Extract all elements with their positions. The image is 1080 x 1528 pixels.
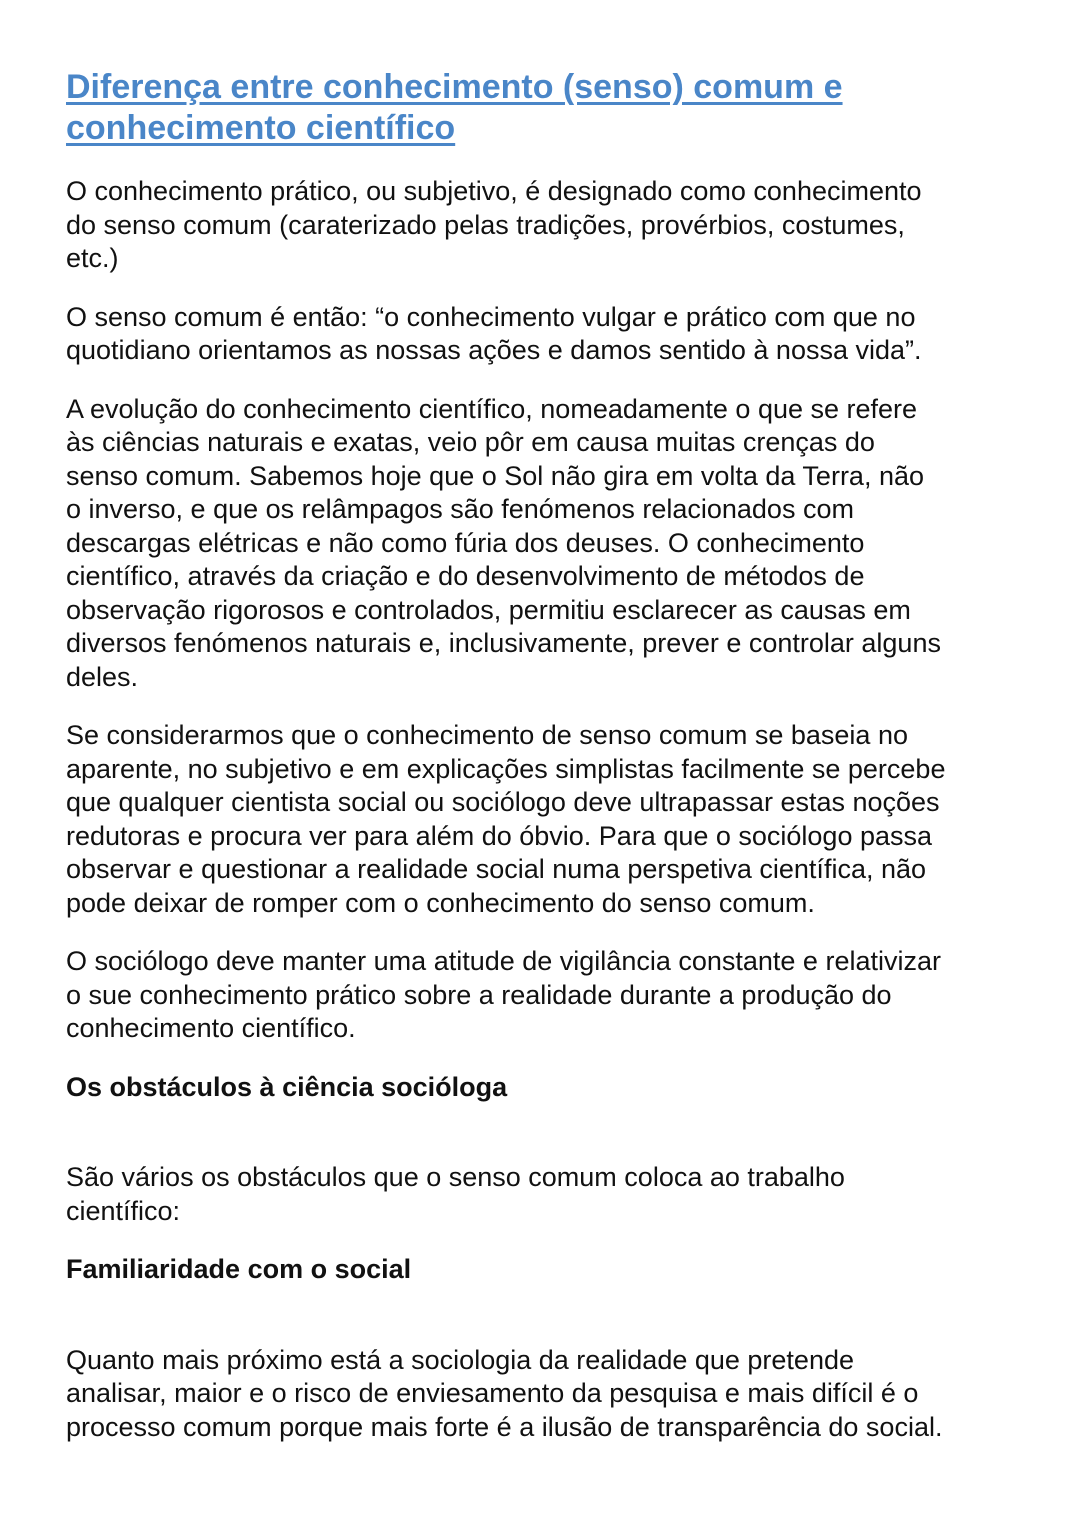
text-line: Os obstáculos à ciência socióloga: [66, 1071, 508, 1102]
text-line: Familiaridade com o social: [66, 1254, 412, 1284]
paragraph: [66, 719, 1080, 920]
text-line: científico, através da criação e do desenvolvimento de métodos de: [66, 561, 865, 591]
text-line: o inverso, e que os relâmpagos são fenómenos relacionados com: [66, 494, 854, 524]
text-line: São vários os obstáculos que o senso comum coloca ao trabalho: [66, 1162, 845, 1192]
text-line: etc.): [66, 243, 119, 273]
text-line: O conhecimento prático, ou subjetivo, é designado como conhecimento: [66, 176, 922, 206]
text-line: observação rigorosos e controlados, permitiu esclarecer as causas em: [66, 594, 911, 625]
title-text: conhecimento científico: [66, 109, 456, 147]
paragraph: [66, 175, 1080, 276]
paragraph: [66, 1161, 1080, 1228]
text-line: diversos fenómenos naturais e, inclusivamente, prever e controlar alguns: [66, 628, 941, 658]
text-line: do senso comum (caraterizado pelas tradições, provérbios, costumes,: [66, 209, 905, 240]
text-line: Quanto mais próximo está a sociologia da realidade que pretende: [66, 1344, 854, 1375]
text-line: quotidiano orientamos as nossas ações e damos sentido à nossa vida”.: [66, 335, 922, 365]
text-line: senso comum. Sabemos hoje que o Sol não gira em volta da Terra, não: [66, 460, 925, 491]
text-line: científico:: [66, 1195, 181, 1226]
text-line: A evolução do conhecimento científico, nomeadamente o que se refere: [66, 393, 918, 424]
document-title: [66, 67, 1080, 149]
text-line: observar e questionar a realidade social numa perspetiva científica, não: [66, 854, 927, 884]
text-line: às ciências naturais e exatas, veio pôr em causa muitas crenças do: [66, 427, 875, 457]
title-line: [66, 67, 1080, 108]
text-line: que qualquer cientista social ou sociólogo deve ultrapassar estas noções: [66, 787, 940, 817]
text-line: pode deixar de romper com o conhecimento do senso comum.: [66, 887, 815, 918]
title-text: Diferença entre conhecimento (senso) comum e: [66, 68, 843, 106]
text-line: deles.: [66, 661, 139, 692]
paragraph: [66, 393, 1080, 695]
text-line: o sue conhecimento prático sobre a realidade durante a produção do: [66, 979, 892, 1010]
text-line: O sociólogo deve manter uma atitude de vigilância constante e relativizar: [66, 946, 941, 976]
text-line: O senso comum é então: “o conhecimento vulgar e prático com que no: [66, 301, 916, 332]
title-line: [66, 108, 1080, 149]
text-line: conhecimento científico.: [66, 1013, 356, 1043]
section-heading: [66, 1253, 1080, 1287]
paragraph: [66, 1344, 1080, 1445]
text-line: processo comum porque mais forte é a ilusão de transparência do social.: [66, 1411, 943, 1442]
paragraph: [66, 945, 1080, 1046]
text-line: Se considerarmos que o conhecimento de senso comum se baseia no: [66, 720, 908, 750]
text-line: redutoras e procura ver para além do óbvio. Para que o sociólogo passa: [66, 820, 933, 851]
text-line: analisar, maior e o risco de enviesamento da pesquisa e mais difícil é o: [66, 1378, 919, 1408]
section-heading: [66, 1071, 1080, 1105]
text-line: aparente, no subjetivo e em explicações simplistas facilmente se percebe: [66, 753, 946, 784]
text-line: descargas elétricas e não como fúria dos deuses. O conhecimento: [66, 527, 865, 558]
document-body: [66, 175, 1080, 1444]
paragraph: [66, 301, 1080, 368]
